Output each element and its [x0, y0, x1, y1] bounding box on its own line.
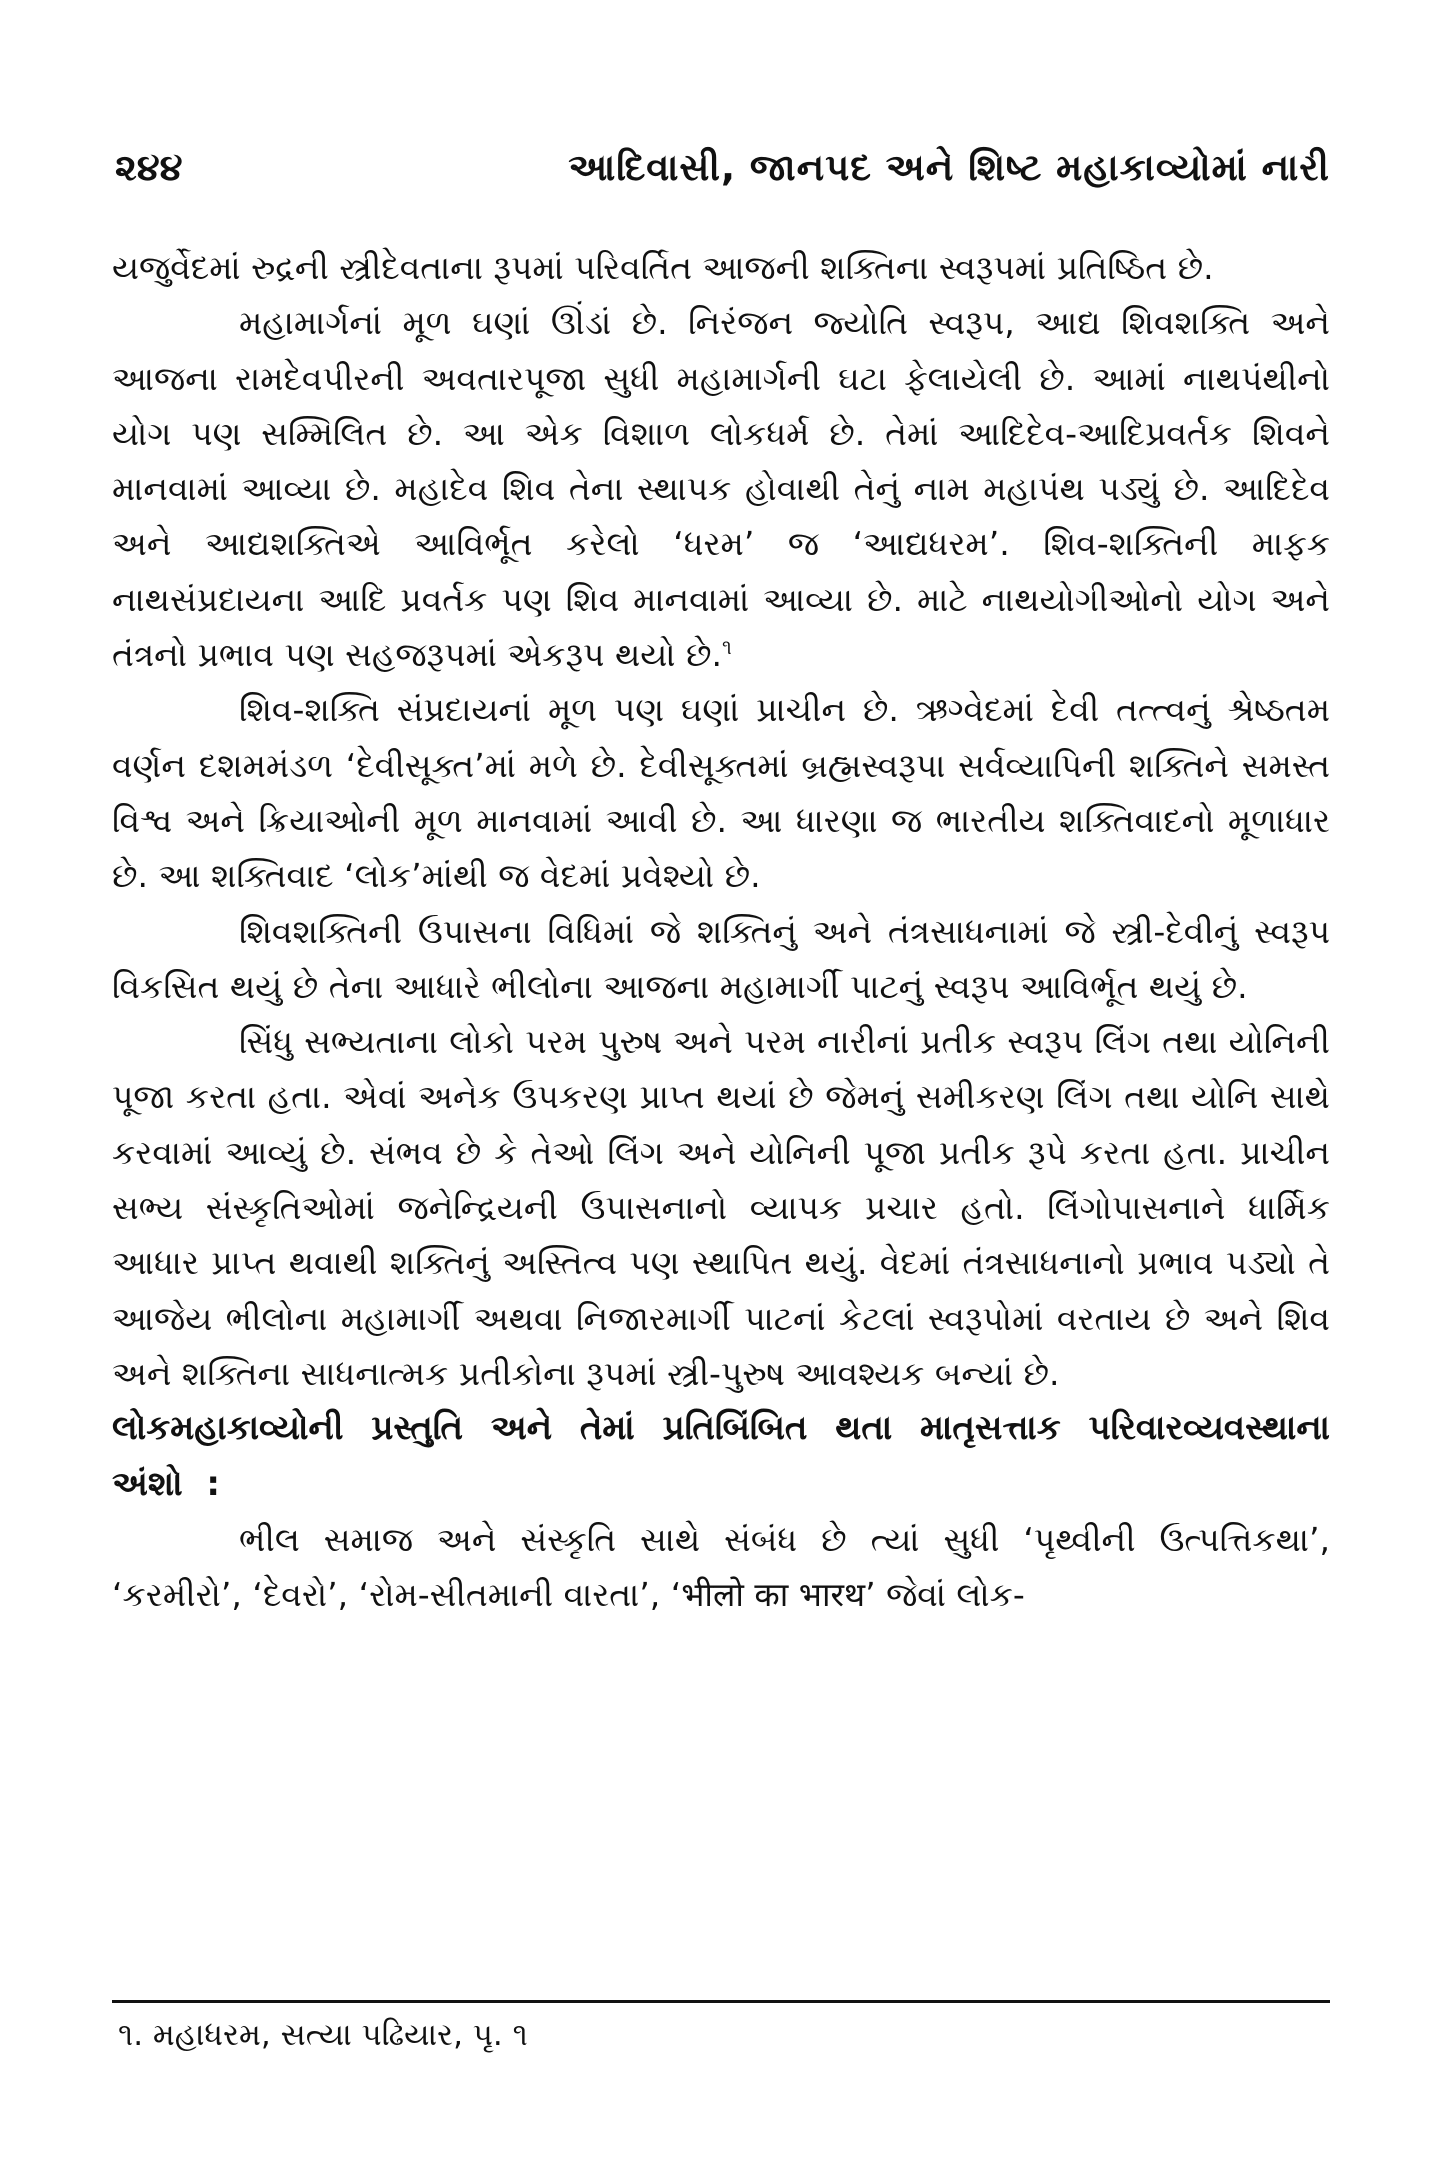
footnote-divider — [112, 2000, 1330, 2003]
paragraph-bhil-samaj: ભીલ સમાજ અને સંસ્કૃતિ સાથે સંબંધ છે ત્યાં સુધી ‘પૃથ્વીની ઉત્પત્તિકથા’, ‘કરમીરો’, ‘દેવરો’, ‘રોમ-સીતમાની વારતા’, ‘भीलो का भारथ’ જેવાં લોક- — [112, 1519, 1330, 1615]
section-subheading: લોકમહાકાવ્યોની પ્રસ્તુતિ અને તેમાં પ્રતિબિંબિત થતા માતૃસત્તાક પરિવારવ્યવસ્થાના અંશો : — [112, 1408, 1330, 1504]
paragraph-shiv-shakti: શિવ-શક્તિ સંપ્રદાયનાં મૂળ પણ ઘણાં પ્રાચીન છે. ઋગ્વેદમાં દેવી તત્ત્વનું શ્રેષ્ઠતમ વર્ણન દશમમંડળ ‘દેવીસૂક્ત’માં મળે છે. દેવીસૂક્તમાં બ્રહ્મસ્વરૂપા સર્વવ્યાપિની શક્તિને સમસ્ત વિશ્વ અને ક્રિયાઓની મૂળ માનવામાં આવી છે. આ ધારણા જ ભારતીય શક્તિવાદનો મૂળાધાર છે. આ શક્તિવાદ ‘લોક’માંથી જ વેદમાં પ્રવેશ્યો છે. — [112, 690, 1330, 896]
paragraph-mahamarg — [112, 295, 1330, 682]
running-head-title: આદિવાસી, જાનપદ અને શિષ્ટ મહાકાવ્યોમાં નારી — [568, 146, 1330, 189]
paragraph-sindhu: સિંધુ સભ્યતાના લોકો પરમ પુરુષ અને પરમ નારીનાં પ્રતીક સ્વરૂપ લિંગ તથા યોનિની પૂજા કરતા હતા. એવાં અનેક ઉપકરણ પ્રાપ્ત થયાં છે જેમનું સમીકરણ લિંગ તથા યોનિ સાથે કરવામાં આવ્યું છે. સંભવ છે કે તેઓ લિંગ અને યોનિની પૂજા પ્રતીક રૂપે કરતા હતા. પ્રાચીન સભ્ય સંસ્કૃતિઓમાં જનેન્દ્રિયની ઉપાસનાનો વ્યાપક પ્રચાર હતો. લિંગોપાસનાને ધાર્મિક આધાર પ્રાપ્ત થવાથી શક્તિનું અસ્તિત્વ પણ સ્થાપિત થયું. વેદમાં તંત્રસાધનાનો પ્રભાવ પડ્યો તે આજેય ભીલોના મહામાર્ગી અથવા નિજારમાર્ગી પાટનાં કેટલાં સ્વરૂપોમાં વરતાય છે અને શિવ અને શક્તિના સાધનાત્મક પ્રતીકોના રૂપમાં સ્ત્રી-પુરુષ આવશ્યક બન્યાં છે. — [112, 1022, 1330, 1393]
footnote: ૧. મહાધરમ, સત્યા પઢિયાર, પૃ. ૧ — [118, 2017, 528, 2053]
body-text — [112, 240, 1330, 1622]
paragraph-upasana: શિવશક્તિની ઉપાસના વિધિમાં જે શક્તિનું અને તંત્રસાધનામાં જે સ્ત્રી-દેવીનું સ્વરૂપ વિકસિત થયું છે તેના આધારે ભીલોના આજના મહામાર્ગી પાટનું સ્વરૂપ આવિર્ભૂત થયું છે. — [112, 911, 1330, 1006]
footnote-marker: ૧ — [722, 635, 732, 660]
paragraph-intro: યજુર્વેદમાં રુદ્રની સ્ત્રીદેવતાના રૂપમાં પરિવર્તિત આજની શક્તિના સ્વરૂપમાં પ્રતિષ્ઠિત છે. — [112, 248, 1214, 287]
paragraph-mahamarg-text: મહામાર્ગનાં મૂળ ઘણાં ઊંડાં છે. નિરંજન જ્યોતિ સ્વરૂપ, આદ્ય શિવશક્તિ અને આજના રામદેવપીરની અવતારપૂજા સુધી મહામાર્ગની ઘટા ફેલાયેલી છે. આમાં નાથપંથીનો યોગ પણ સમ્મિલિત છે. આ એક વિશાળ લોકધર્મ છે. તેમાં આદિદેવ-આદિપ્રવર્તક શિવને માનવામાં આવ્યા છે. મહાદેવ શિવ તેના સ્થાપક હોવાથી તેનું નામ મહાપંથ પડ્યું છે. આદિદેવ અને આદ્યશક્તિએ આવિર્ભૂત કરેલો ‘ધરમ’ જ ‘આદ્યધરમ’. શિવ-શક્તિની માફક નાથસંપ્રદાયના આદિ પ્રવર્તક પણ શિવ માનવામાં આવ્યા છે. માટે નાથયોગીઓનો યોગ અને તંત્રનો પ્રભાવ પણ સહજરૂપમાં એકરૂપ થયો છે. — [112, 303, 1330, 675]
page-number: ૨૪૪ — [115, 146, 183, 189]
running-head — [115, 140, 1330, 196]
